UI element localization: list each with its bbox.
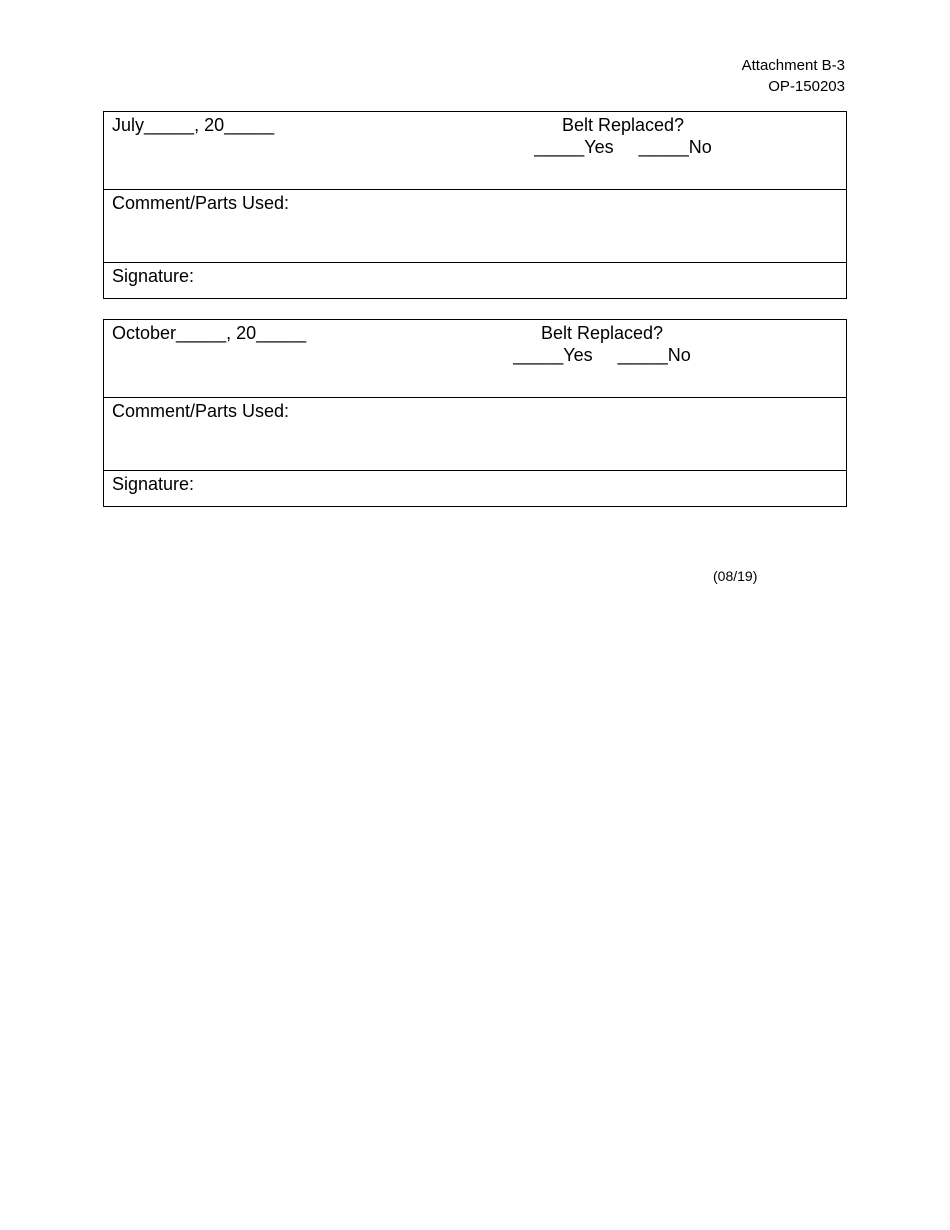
date-field[interactable]: October_____, 20_____ [112,323,307,343]
date-row [104,320,846,397]
july-belt-form [103,111,847,299]
signature-row [104,262,846,298]
belt-replaced-question: Belt Replaced? [561,115,685,135]
belt-replaced-group [482,322,722,366]
document-header [742,55,845,97]
signature-field[interactable]: Signature: [112,474,195,494]
belt-replaced-group [503,114,743,158]
date-field[interactable]: July_____, 20_____ [112,115,275,135]
comment-row [104,397,846,470]
date-row [104,112,846,189]
belt-replaced-options[interactable]: _____Yes _____No [534,137,712,157]
attachment-label: Attachment B-3 [741,57,845,74]
october-belt-form [103,319,847,507]
document-number: OP-150203 [768,78,845,95]
comment-row [104,189,846,262]
signature-field[interactable]: Signature: [112,266,195,286]
comment-parts-field[interactable]: Comment/Parts Used: [112,401,290,421]
comment-parts-field[interactable]: Comment/Parts Used: [112,193,290,213]
revision-date: (08/19) [713,568,758,584]
belt-replaced-options[interactable]: _____Yes _____No [513,345,691,365]
belt-replaced-question: Belt Replaced? [540,323,664,343]
signature-row [104,470,846,506]
